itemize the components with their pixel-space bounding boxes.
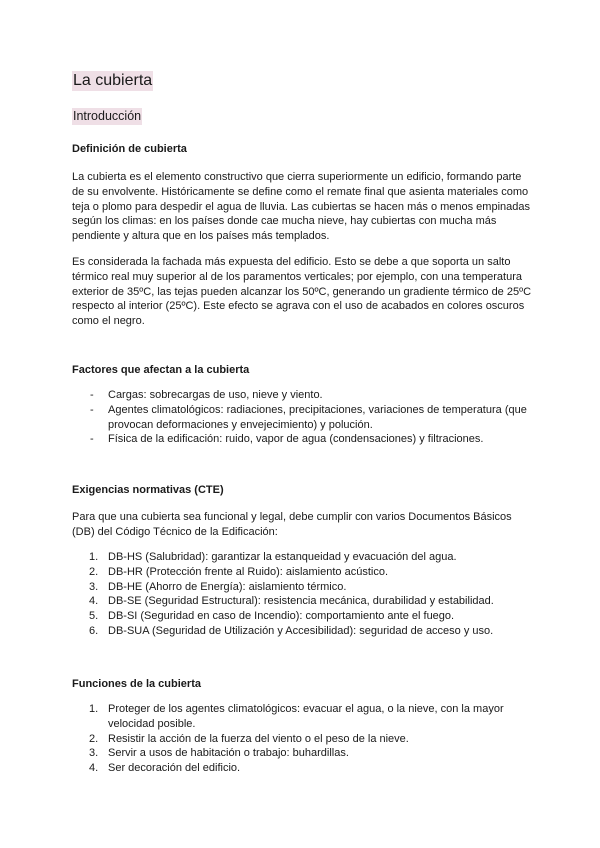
list-number: 4.: [89, 595, 99, 608]
list-item: [72, 565, 542, 580]
definicion-heading: Definición de cubierta: [72, 143, 187, 155]
list-item: [72, 594, 542, 609]
list-number: 4.: [89, 762, 99, 775]
factores-list: [72, 388, 542, 447]
list-item: [72, 580, 542, 595]
list-item: [72, 702, 542, 732]
exigencias-list: [72, 550, 542, 639]
exigencias-item-text: DB-HE (Ahorro de Energía): aislamiento térmico.: [108, 580, 347, 593]
factores-item-text: Física de la edificación: ruido, vapor de agua (condensaciones) y filtraciones.: [108, 433, 484, 446]
list-item: [72, 732, 542, 747]
list-item: [72, 609, 542, 624]
exigencias-item-text: DB-HS (Salubridad): garantizar la estanqueidad y evacuación del agua.: [108, 551, 457, 563]
exigencias-item-text: DB-SUA (Seguridad de Utilización y Accesibilidad): seguridad de acceso y uso.: [108, 624, 494, 637]
definicion-paragraph-2: Es considerada la fachada más expuesta del edificio. Esto se debe a que soporta un salto térmico real muy superior al de los paramentos verticales; por ejemplo, con una temperatura exterior de 35ºC, las tejas pueden alcanzar los 50ºC, generando un gradiente térmico de 25ºC respecto al interior (25ºC). Este efecto se agrava con el uso de acabados en colores oscuros como el negro.: [72, 256, 532, 328]
exigencias-item-text: DB-HR (Protección frente al Ruido): aislamiento acústico.: [108, 565, 389, 578]
exigencias-item-text: DB-SI (Seguridad en caso de Incendio): comportamiento ante el fuego.: [108, 610, 455, 623]
factores-item-text: Agentes climatológicos: radiaciones, precipitaciones, variaciones de temperatura (que provocan deformaciones y envejecimiento) y polución.: [108, 403, 527, 431]
funciones-item-text: Resistir la acción de la fuerza del viento o el peso de la nieve.: [108, 732, 409, 745]
funciones-list: [72, 702, 542, 776]
list-number: 1.: [89, 703, 99, 715]
list-item: [72, 403, 542, 433]
dash-marker: -: [90, 433, 94, 446]
definicion-paragraph-1: La cubierta es el elemento constructivo que cierra superiormente un edificio, formando parte de su envolvente. Históricamente se define como el remate final que asienta materiales como teja o plomo para despedir el agua de lluvia. Las cubiertas se hacen más o menos empinadas según los climas: en los países donde cae mucha nieve, hay cubiertas con mucha más pendiente y altura que en los países más templados.: [72, 171, 530, 243]
list-number: 6.: [89, 624, 99, 637]
exigencias-intro: Para que una cubierta sea funcional y legal, debe cumplir con varios Documentos Básicos (DB) del Código Técnico de la Edificación:: [72, 511, 512, 538]
funciones-heading: Funciones de la cubierta: [72, 678, 201, 690]
funciones-item-text: Servir a usos de habitación o trabajo: buhardillas.: [108, 747, 349, 760]
list-number: 2.: [89, 732, 99, 745]
list-number: 2.: [89, 565, 99, 578]
list-item: [72, 624, 542, 639]
section-subtitle: Introducción: [73, 109, 142, 123]
document-title: La cubierta: [73, 72, 153, 89]
list-number: 5.: [89, 610, 99, 623]
list-number: 3.: [89, 580, 99, 593]
list-item: [72, 761, 542, 776]
exigencias-item-text: DB-SE (Seguridad Estructural): resistencia mecánica, durabilidad y estabilidad.: [108, 595, 494, 608]
list-number: 3.: [89, 747, 99, 760]
factores-item-text: Cargas: sobrecargas de uso, nieve y viento.: [108, 389, 323, 401]
factores-heading: Factores que afectan a la cubierta: [72, 364, 250, 376]
funciones-item-text: Ser decoración del edificio.: [108, 762, 241, 775]
funciones-item-text: Proteger de los agentes climatológicos: evacuar el agua, o la nieve, con la mayor velocidad posible.: [108, 703, 504, 730]
list-item: [72, 550, 542, 565]
list-number: 1.: [89, 551, 99, 563]
exigencias-heading: Exigencias normativas (CTE): [72, 484, 224, 496]
list-item: [72, 432, 542, 447]
list-item: [72, 388, 542, 403]
dash-marker: -: [90, 389, 94, 401]
list-item: [72, 746, 542, 761]
dash-marker: -: [90, 403, 94, 416]
